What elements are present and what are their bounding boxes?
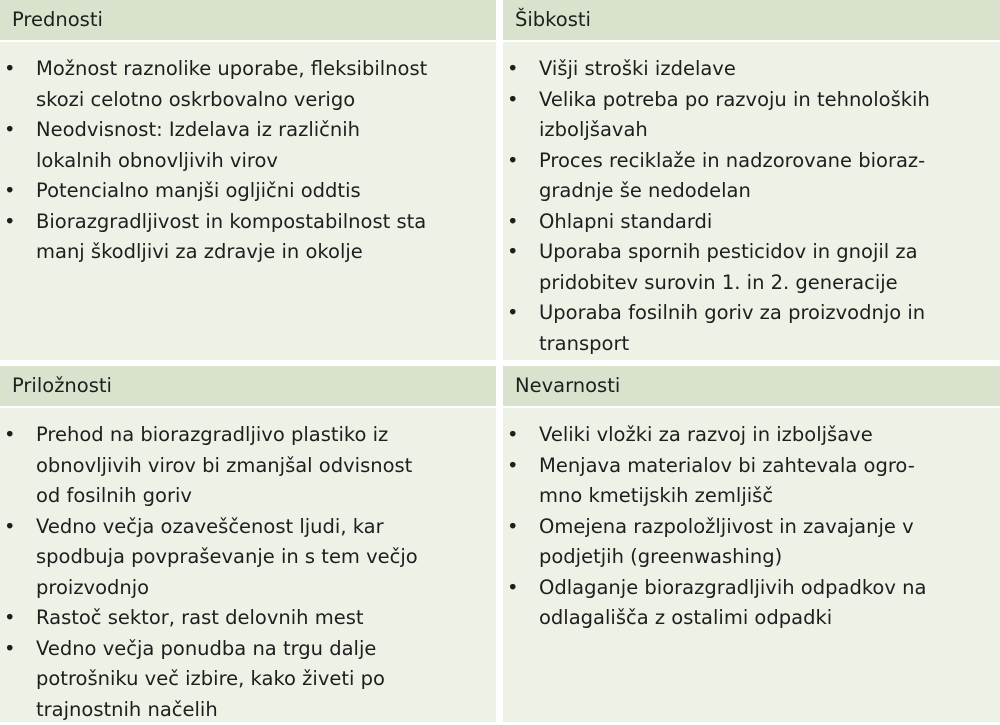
item-text-line: podjetjih (greenwashing) [539,542,1000,573]
item-text-line: • Proces reciklaže in nadzorovane bioraz- [539,146,1000,177]
item-text-line: gradnje še nedodelan [539,176,1000,207]
item-text-line: • Potencialno manjši ogljični oddtis [36,176,496,207]
quadrant-title: Prednosti [0,0,496,40]
item-text-line: • Menjava materialov bi zahtevala ogro- [539,451,1000,482]
list-item [503,512,1000,573]
quadrant-opportunities [0,366,496,722]
list-item [503,451,1000,512]
item-text-line: odlagališča z ostalimi odpadki [539,603,1000,634]
item-text-line: • Možnost raznolike uporabe, fleksibilnost [36,54,496,85]
item-text-line: • Velika potreba po razvoju in tehnoloških [539,85,1000,116]
item-text-line: • Veliki vložki za razvoj in izboljšave [539,420,1000,451]
quadrant-strengths [0,0,496,360]
item-text-line: skozi celotno oskrbovalno verigo [36,85,496,116]
item-text-line: • Biorazgradljivost in kompostabilnost sta [36,207,496,238]
item-text-line: lokalnih obnovljivih virov [36,146,496,177]
list-item [0,420,496,512]
list-item [503,54,1000,85]
item-text-line: • Omejena razpoložljivost in zavajanje v [539,512,1000,543]
quadrant-body [503,42,1000,360]
list-item [503,146,1000,207]
item-text-line: • Rastoč sektor, rast delovnih mest [36,603,496,634]
item-text-line: manj škodljivi za zdravje in okolje [36,237,496,268]
list-item [0,54,496,115]
item-text-line: • Uporaba fosilnih goriv za proizvodnjo in [539,298,1000,329]
quadrant-threats [503,366,1000,722]
quadrant-title: Šibkosti [503,0,1000,40]
list-item [503,237,1000,298]
item-text-line: • Ohlapni standardi [539,207,1000,238]
quadrant-body [503,408,1000,722]
list-item [0,634,496,725]
item-text-line: • Vedno večja ponudba na trgu dalje [36,634,496,665]
item-text-line: trajnostnih načelih [36,695,496,725]
item-text-line: proizvodnjo [36,573,496,604]
item-text-line: • Neodvisnost: Izdelava iz različnih [36,115,496,146]
item-text-line: • Prehod na biorazgradljivo plastiko iz [36,420,496,451]
list-item [503,85,1000,146]
list-item [503,573,1000,634]
list-item [503,298,1000,359]
quadrant-body [0,42,496,360]
item-text-line: • Uporaba spornih pesticidov in gnojil za [539,237,1000,268]
list-item [503,207,1000,238]
item-text-line: pridobitev surovin 1. in 2. generacije [539,268,1000,299]
item-text-line: spodbuja povpraševanje in s tem večjo [36,542,496,573]
item-list [503,54,1000,359]
list-item [0,512,496,604]
item-text-line: • Odlaganje biorazgradljivih odpadkov na [539,573,1000,604]
item-text-line: • Vedno večja ozaveščenost ljudi, kar [36,512,496,543]
item-list [0,54,496,268]
item-list [0,420,496,725]
item-text-line: transport [539,329,1000,360]
item-list [503,420,1000,634]
list-item [0,603,496,634]
item-text-line: mno kmetijskih zemljišč [539,481,1000,512]
quadrant-title: Priložnosti [0,366,496,406]
item-text-line: • Višji stroški izdelave [539,54,1000,85]
list-item [0,115,496,176]
list-item [503,420,1000,451]
item-text-line: potrošniku več izbire, kako živeti po [36,664,496,695]
quadrant-weaknesses [503,0,1000,360]
item-text-line: izboljšavah [539,115,1000,146]
list-item [0,176,496,207]
quadrant-body [0,408,496,722]
item-text-line: od fosilnih goriv [36,481,496,512]
list-item [0,207,496,268]
quadrant-title: Nevarnosti [503,366,1000,406]
item-text-line: obnovljivih virov bi zmanjšal odvisnost [36,451,496,482]
